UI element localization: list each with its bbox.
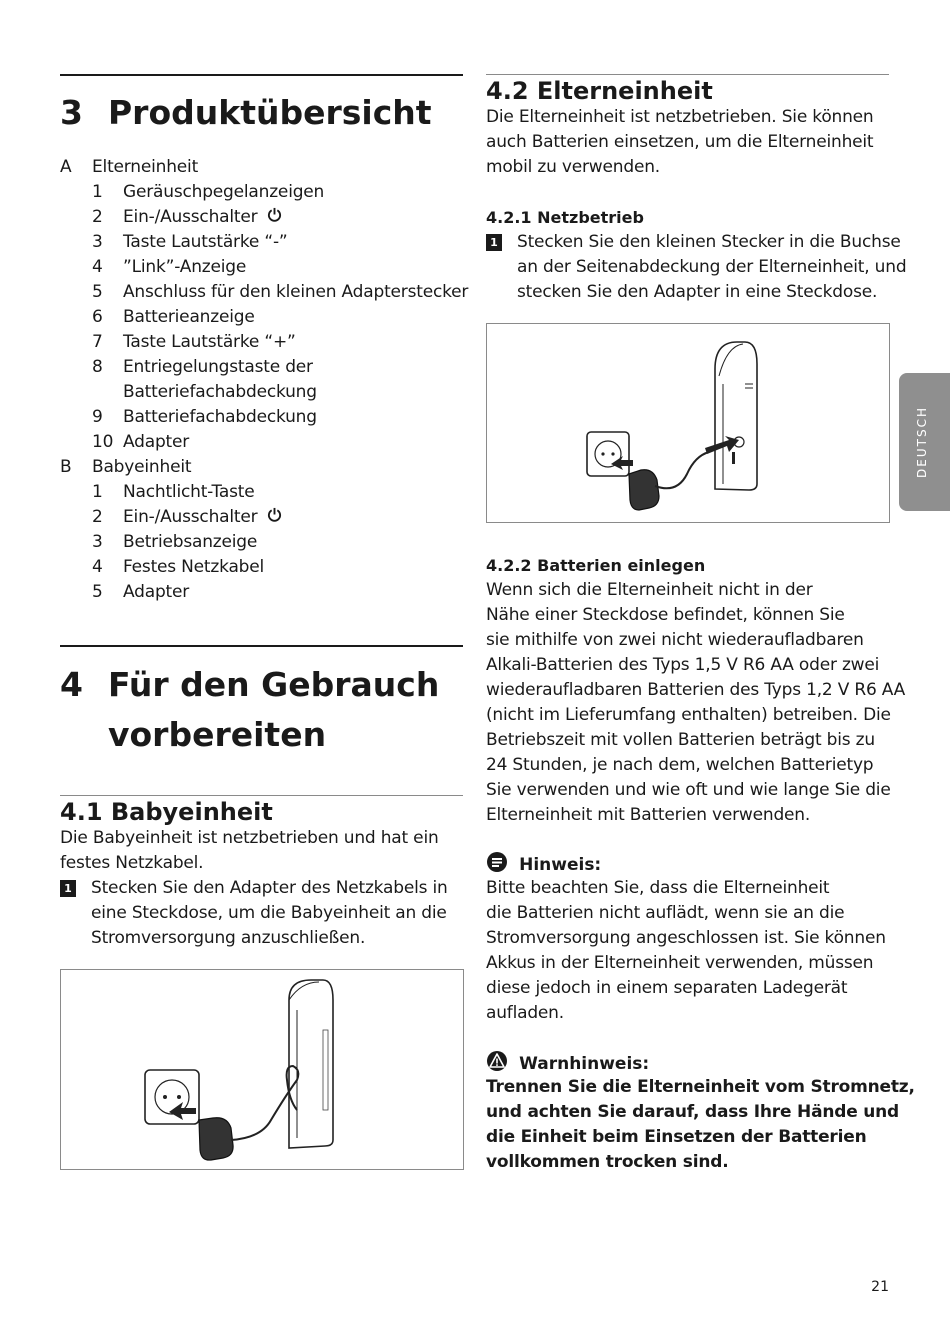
section-4-2-2-body (486, 578, 906, 828)
item-a10-number: 10 (92, 432, 114, 452)
section-4-2-rule (486, 74, 889, 75)
text-line: die Batterien nicht auflädt, wenn sie an die (486, 903, 845, 923)
text-line: Alkali-Batterien des Typs 1,5 V R6 AA oder zwei (486, 655, 880, 675)
language-tab-label: DEUTSCH (915, 406, 929, 478)
section-3-heading (60, 88, 463, 138)
text-line: und achten Sie darauf, dass Ihre Hände und (486, 1102, 900, 1122)
section-4-rule (60, 645, 463, 647)
warning-heading (486, 1050, 649, 1075)
item-a9-text: Batteriefachabdeckung (123, 407, 317, 427)
power-icon (267, 505, 282, 530)
text-line: Stecken Sie den Adapter des Netzkabels in (91, 878, 448, 898)
text-line: Die Babyeinheit ist netzbetrieben und hat ein (60, 828, 439, 848)
item-a2-number: 2 (92, 207, 103, 227)
item-a4-text: ”Link”-Anzeige (123, 257, 247, 277)
note-body (486, 876, 889, 1026)
item-b3-number: 3 (92, 532, 103, 552)
note-icon (486, 851, 508, 877)
text-line: Bitte beachten Sie, dass die Elterneinheit (486, 878, 830, 898)
baby-unit-drawing (61, 970, 463, 1169)
text-line: Betriebszeit mit vollen Batterien beträgt bis zu (486, 730, 875, 750)
warning-body (486, 1075, 915, 1175)
text-line: diese jedoch in einem separaten Ladegerät (486, 978, 848, 998)
item-a5-text: Anschluss für den kleinen Adapterstecker (123, 282, 469, 302)
section-4-title-line1: Für den Gebrauch (108, 665, 440, 704)
text-line: an der Seitenabdeckung der Elterneinheit, und (517, 257, 907, 277)
group-a-label: Elterneinheit (92, 157, 199, 177)
section-4-2-2-title: 4.2.2 Batterien einlegen (486, 556, 706, 575)
text-line: festes Netzkabel. (60, 853, 204, 873)
text-line: Stecken Sie den kleinen Stecker in die Buchse (517, 232, 901, 252)
item-a1-number: 1 (92, 182, 103, 202)
text-line: Akkus in der Elterneinheit verwenden, müssen (486, 953, 874, 973)
text-line: wiederaufladbaren Batterien des Typs 1,2 V R6 AA (486, 680, 906, 700)
section-3-title: Produktübersicht (108, 93, 432, 132)
section-4-1-intro (60, 826, 463, 876)
text-line: (nicht im Lieferumfang enthalten) betreiben. Die (486, 705, 891, 725)
text-line: Die Elterneinheit ist netzbetrieben. Sie können (486, 107, 874, 127)
item-b3-text: Betriebsanzeige (123, 532, 258, 552)
text-line: Nähe einer Steckdose befindet, können Sie (486, 605, 845, 625)
power-icon (267, 205, 282, 230)
section-4-heading (60, 660, 463, 760)
step-number-badge: 1 (60, 880, 76, 897)
text-line: Stromversorgung anzuschließen. (91, 928, 366, 948)
section-4-number: 4 (60, 665, 83, 704)
section-4-title-line2: vorbereiten (108, 715, 327, 754)
item-b1-number: 1 (92, 482, 103, 502)
item-b2-text: Ein-/Ausschalter (123, 507, 258, 527)
section-4-1-title: 4.1 Babyeinheit (60, 798, 273, 826)
text-line: Sie verwenden und wie oft und wie lange Sie die (486, 780, 891, 800)
text-line: stecken Sie den Adapter in eine Steckdose. (517, 282, 878, 302)
item-a6-number: 6 (92, 307, 103, 327)
text-line: 24 Stunden, je nach dem, welchen Batterietyp (486, 755, 874, 775)
baby-unit-illustration (60, 969, 464, 1170)
parent-unit-illustration (486, 323, 890, 523)
section-4-2-1-title: 4.2.1 Netzbetrieb (486, 208, 644, 227)
item-a2-text: Ein-/Ausschalter (123, 207, 258, 227)
item-b5-number: 5 (92, 582, 103, 602)
step-number-badge: 1 (486, 234, 502, 251)
warning-icon (486, 1050, 508, 1076)
text-line: aufladen. (486, 1003, 564, 1023)
parent-unit-drawing (487, 324, 889, 522)
section-4-1-step (91, 876, 463, 951)
item-a5-number: 5 (92, 282, 103, 302)
text-line: eine Steckdose, um die Babyeinheit an die (91, 903, 447, 923)
group-a-letter: A (60, 157, 72, 177)
note-heading (486, 851, 601, 876)
item-a3-text: Taste Lautstärke “-” (123, 232, 288, 252)
text-line: Wenn sich die Elterneinheit nicht in der (486, 580, 813, 600)
text-line: mobil zu verwenden. (486, 157, 660, 177)
item-b2-row (123, 505, 282, 530)
item-a2-row (123, 205, 282, 230)
text-line: Trennen Sie die Elterneinheit vom Stromnetz, (486, 1077, 915, 1097)
item-a3-number: 3 (92, 232, 103, 252)
note-title: Hinweis: (519, 855, 602, 875)
item-a4-number: 4 (92, 257, 103, 277)
section-3-number: 3 (60, 93, 83, 132)
item-b1-text: Nachtlicht-Taste (123, 482, 255, 502)
item-b4-number: 4 (92, 557, 103, 577)
text-line: auch Batterien einsetzen, um die Elterneinheit (486, 132, 874, 152)
text-line: sie mithilfe von zwei nicht wiederaufladbaren (486, 630, 864, 650)
item-a8-text: Entriegelungstaste der (123, 357, 313, 377)
item-b2-number: 2 (92, 507, 103, 527)
item-a7-text: Taste Lautstärke “+” (123, 332, 296, 352)
group-b-label: Babyeinheit (92, 457, 192, 477)
text-line: Elterneinheit mit Batterien verwenden. (486, 805, 811, 825)
section-3-rule (60, 74, 463, 76)
warning-title: Warnhinweis: (519, 1054, 650, 1074)
section-4-2-title: 4.2 Elterneinheit (486, 77, 713, 105)
section-4-2-1-step (517, 230, 907, 305)
item-a7-number: 7 (92, 332, 103, 352)
text-line: vollkommen trocken sind. (486, 1152, 729, 1172)
item-a10-text: Adapter (123, 432, 190, 452)
section-4-2-intro (486, 105, 889, 180)
text-line: die Einheit beim Einsetzen der Batterien (486, 1127, 867, 1147)
page-number: 21 (871, 1279, 889, 1295)
item-a8-number: 8 (92, 357, 103, 377)
item-a6-text: Batterieanzeige (123, 307, 255, 327)
item-a9-number: 9 (92, 407, 103, 427)
text-line: Stromversorgung angeschlossen ist. Sie können (486, 928, 886, 948)
item-a8-text-cont: Batteriefachabdeckung (123, 382, 317, 402)
group-b-letter: B (60, 457, 72, 477)
item-b5-text: Adapter (123, 582, 190, 602)
item-b4-text: Festes Netzkabel (123, 557, 265, 577)
section-4-1-rule (60, 795, 463, 796)
item-a1-text: Geräuschpegelanzeigen (123, 182, 325, 202)
